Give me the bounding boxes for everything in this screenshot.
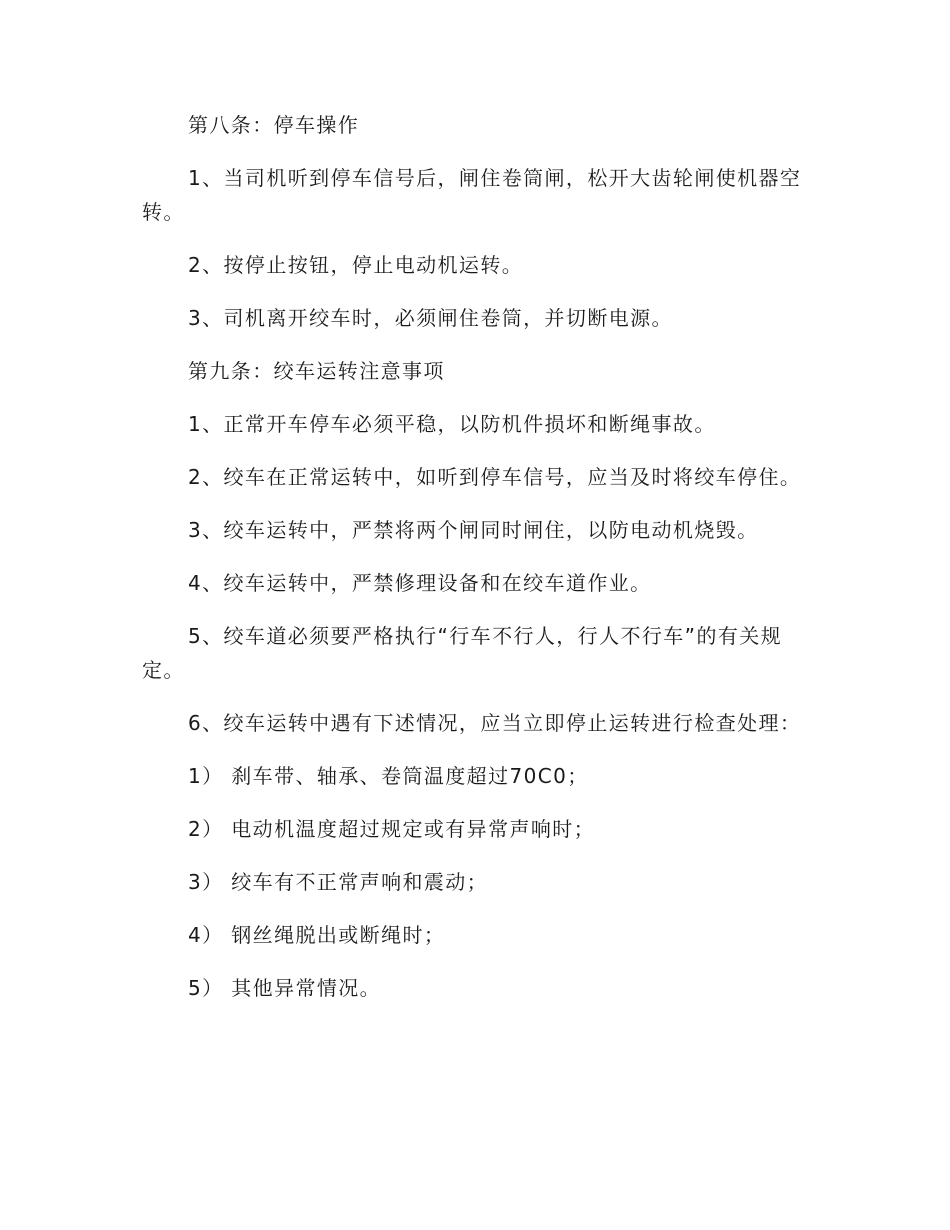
- paragraph-notice-4: 4、绞车运转中，严禁修理设备和在绞车道作业。: [188, 571, 652, 595]
- paragraph-stop-step-1: 1、当司机听到停车信号后，闸住卷筒闸，松开大齿轮闸使机器空转。: [142, 166, 802, 224]
- list-item-condition-1: 1） 刹车带、轴承、卷筒温度超过70C0；: [188, 764, 589, 788]
- paragraph-notice-2: 2、绞车在正常运转中，如听到停车信号，应当及时将绞车停住。: [188, 465, 802, 489]
- paragraph-stop-step-3: 3、司机离开绞车时，必须闸住卷筒，并切断电源。: [188, 306, 673, 330]
- paragraph-notice-1: 1、正常开车停车必须平稳，以防机件损坏和断绳事故。: [188, 412, 716, 436]
- list-item-condition-5: 5） 其他异常情况。: [188, 976, 382, 1000]
- list-item-condition-2: 2） 电动机温度超过规定或有异常声响时；: [188, 817, 596, 841]
- list-item-condition-3: 3） 绞车有不正常声响和震动；: [188, 870, 489, 894]
- section-heading-article-9: 第九条：绞车运转注意事项: [188, 359, 445, 383]
- list-item-condition-4: 4） 钢丝绳脱出或断绳时；: [188, 923, 446, 947]
- section-heading-article-8: 第八条：停车操作: [188, 113, 360, 137]
- paragraph-notice-5: 5、绞车道必须要严格执行“行车不行人，行人不行车”的有关规定。: [142, 624, 783, 682]
- paragraph-stop-step-2: 2、按停止按钮，停止电动机运转。: [188, 253, 524, 277]
- paragraph-notice-3: 3、绞车运转中，严禁将两个闸同时闸住，以防电动机烧毁。: [188, 518, 759, 542]
- paragraph-notice-6: 6、绞车运转中遇有下述情况，应当立即停止运转进行检查处理：: [188, 711, 802, 735]
- document-body: [142, 108, 810, 1024]
